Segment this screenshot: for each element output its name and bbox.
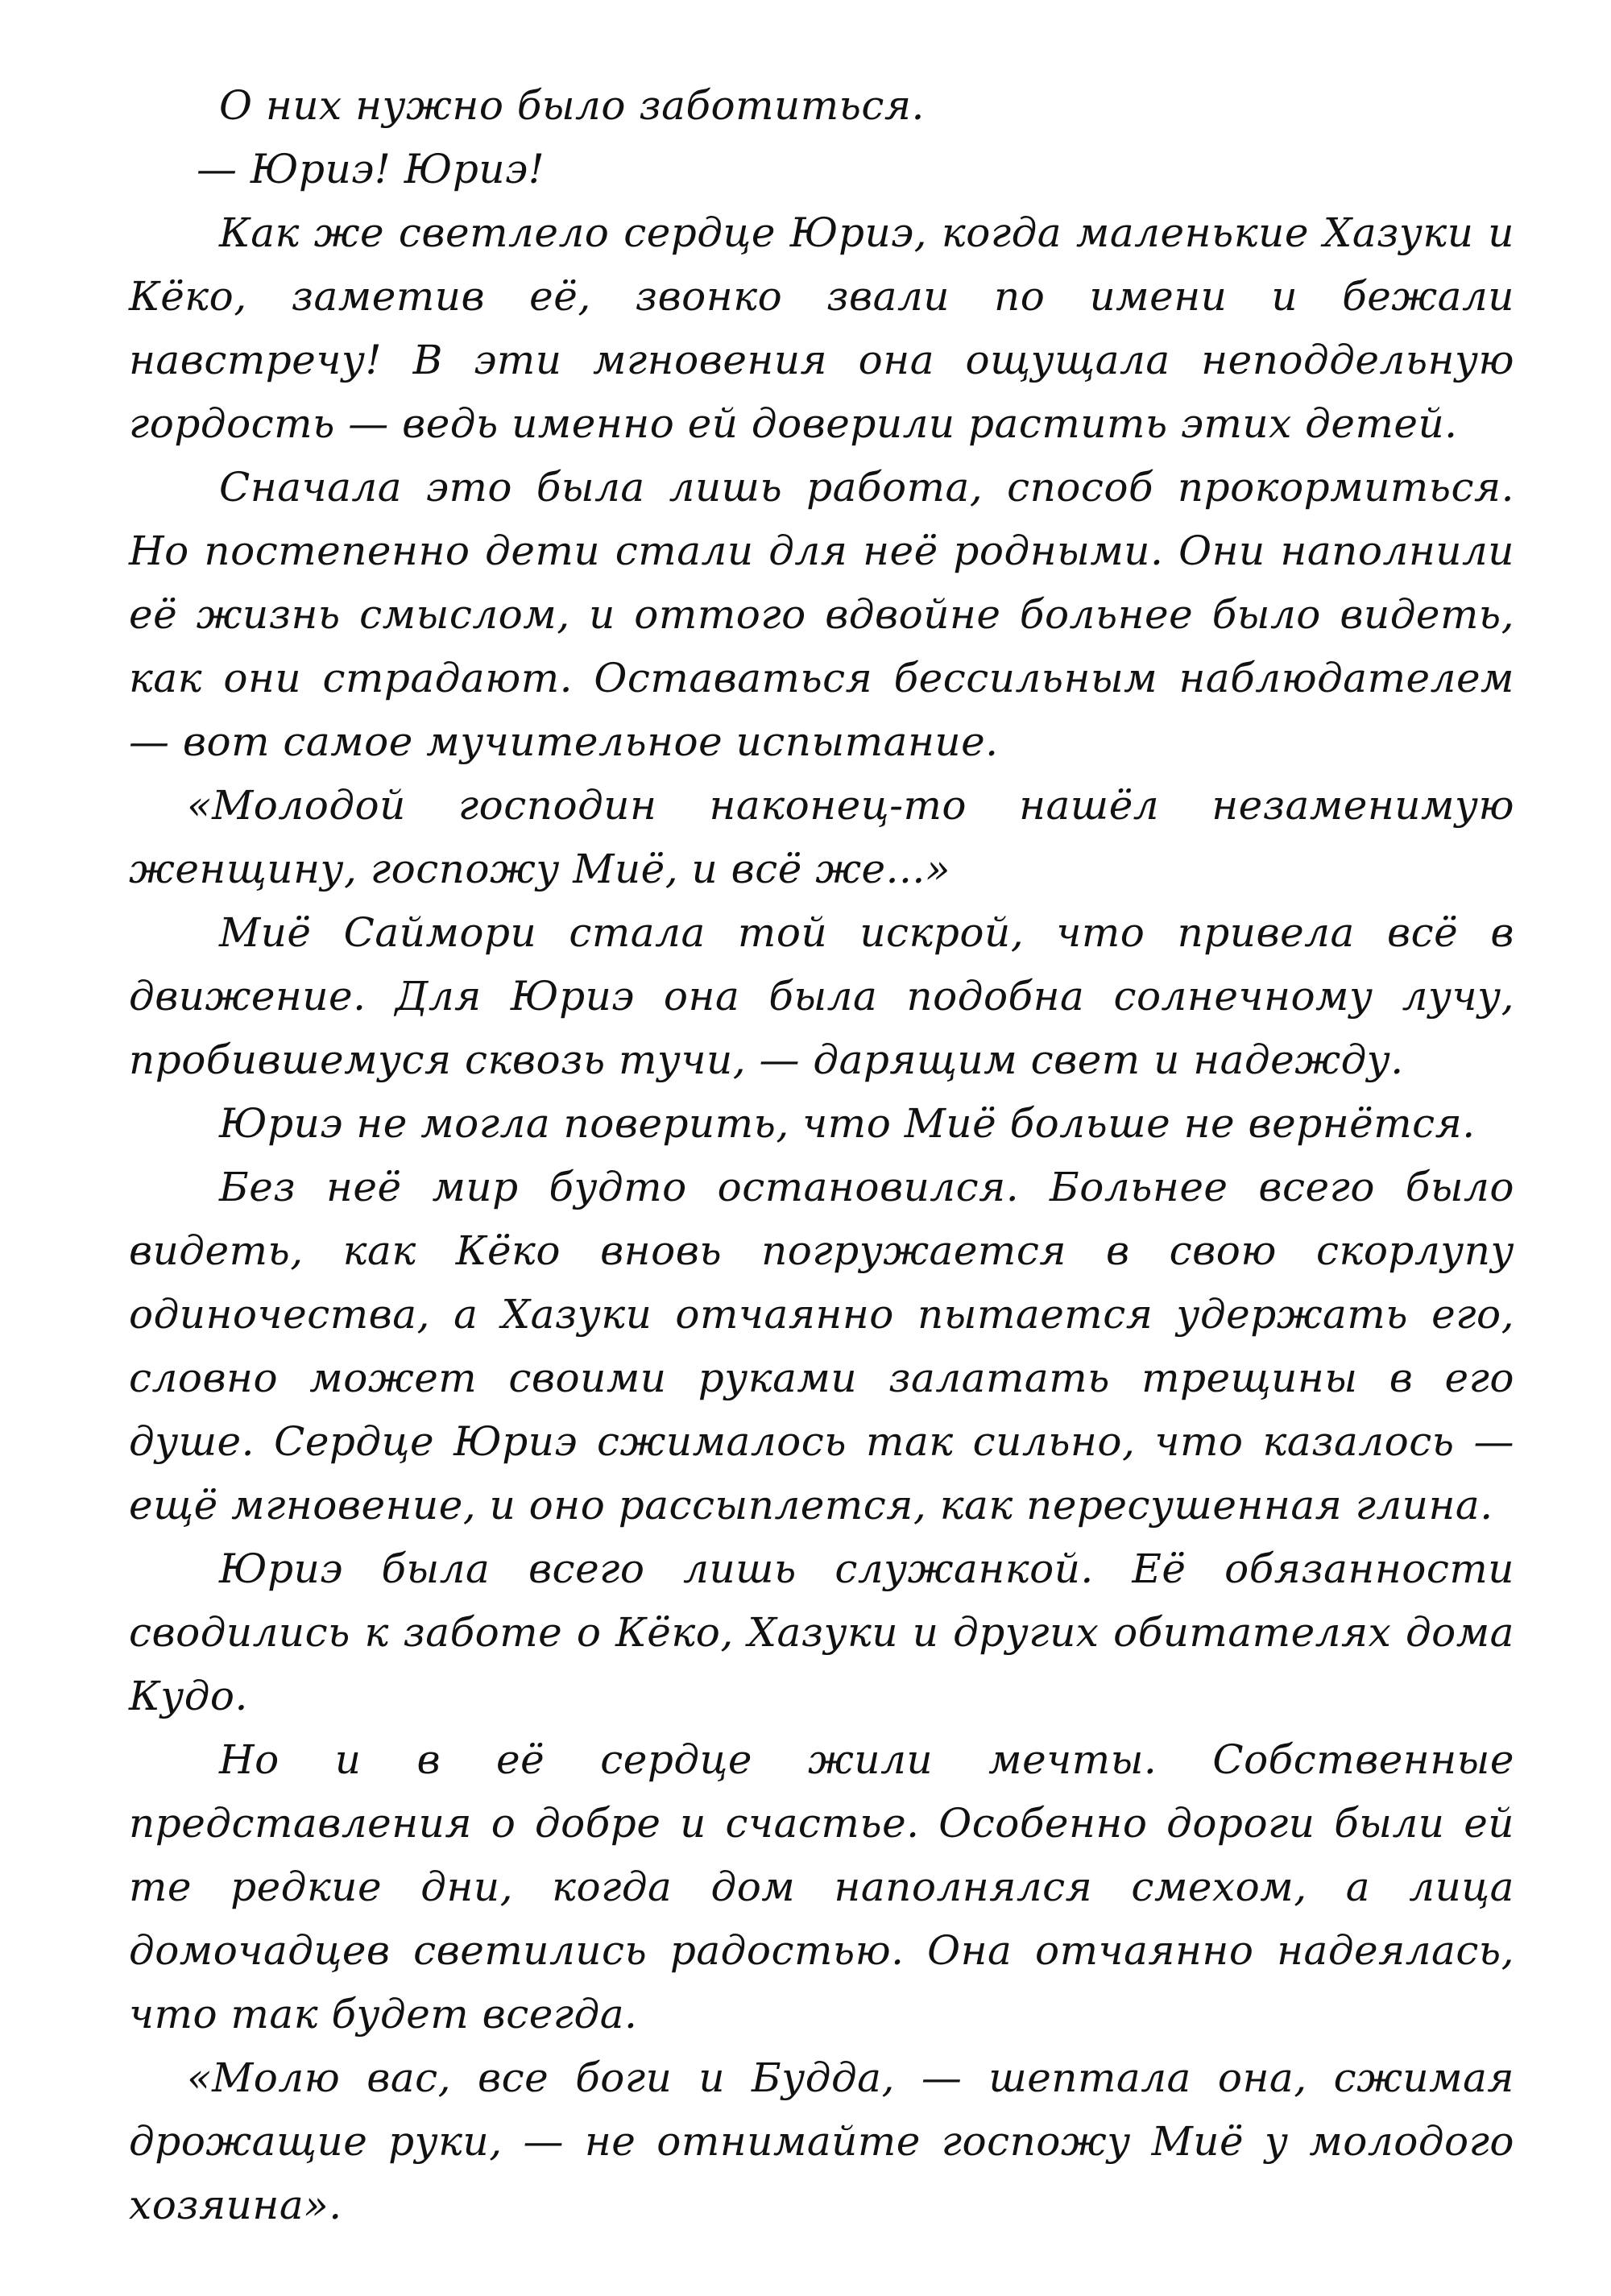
paragraph: Юриэ была всего лишь служанкой. Её обязанности сводились к заботе о Кёко, Хазуки и других обитателях дома Кудо. (129, 1545, 1514, 1719)
quoted-thought: «Молодой господин наконец-то нашёл незаменимую женщину, госпожу Миё, и всё же...» (129, 782, 1514, 892)
paragraph: О них нужно было заботиться. (219, 82, 925, 129)
dialogue-line: — Юриэ! Юриэ! (197, 146, 545, 192)
paragraph: Юриэ не могла поверить, что Миё больше не вернётся. (219, 1100, 1476, 1147)
paragraph: Без неё мир будто остановился. Больнее всего было видеть, как Кёко вновь погружается в свою скорлупу одиночества, а Хазуки отчаянно пытается удержать его, словно может своими руками залатать трещины в его душе. Сердце Юриэ сжималось так сильно, что казалось — ещё мгновение, и оно рассыплется, как пересушенная глина. (129, 1164, 1514, 1529)
quoted-prayer: «Молю вас, все боги и Будда, — шептала она, сжимая дрожащие руки, — не отнимайте госпожу Миё у молодого хозяина». (129, 2054, 1514, 2228)
paragraph: Сначала это была лишь работа, способ прокормиться. Но постепенно дети стали для неё родными. Они наполнили её жизнь смыслом, и оттого вдвойне больнее было видеть, как они страдают. Оставаться бессильным наблюдателем — вот самое мучительное испытание. (129, 464, 1514, 765)
paragraph: Миё Саймори стала той искрой, что привела всё в движение. Для Юриэ она была подобна солнечному лучу, пробившемуся сквозь тучи, — дарящим свет и надежду. (129, 909, 1514, 1083)
body-text (129, 74, 1514, 2237)
paragraph: Как же светлело сердце Юриэ, когда маленькие Хазуки и Кёко, заметив её, звонко звали по имени и бежали навстречу! В эти мгновения она ощущала неподдельную гордость — ведь именно ей доверили растить этих детей. (129, 209, 1514, 447)
paragraph: Но и в её сердце жили мечты. Собственные представления о добре и счастье. Особенно дороги были ей те редкие дни, когда дом наполнялся смехом, а лица домочадцев светились радостью. Она отчаянно надеялась, что так будет всегда. (129, 1736, 1514, 2037)
